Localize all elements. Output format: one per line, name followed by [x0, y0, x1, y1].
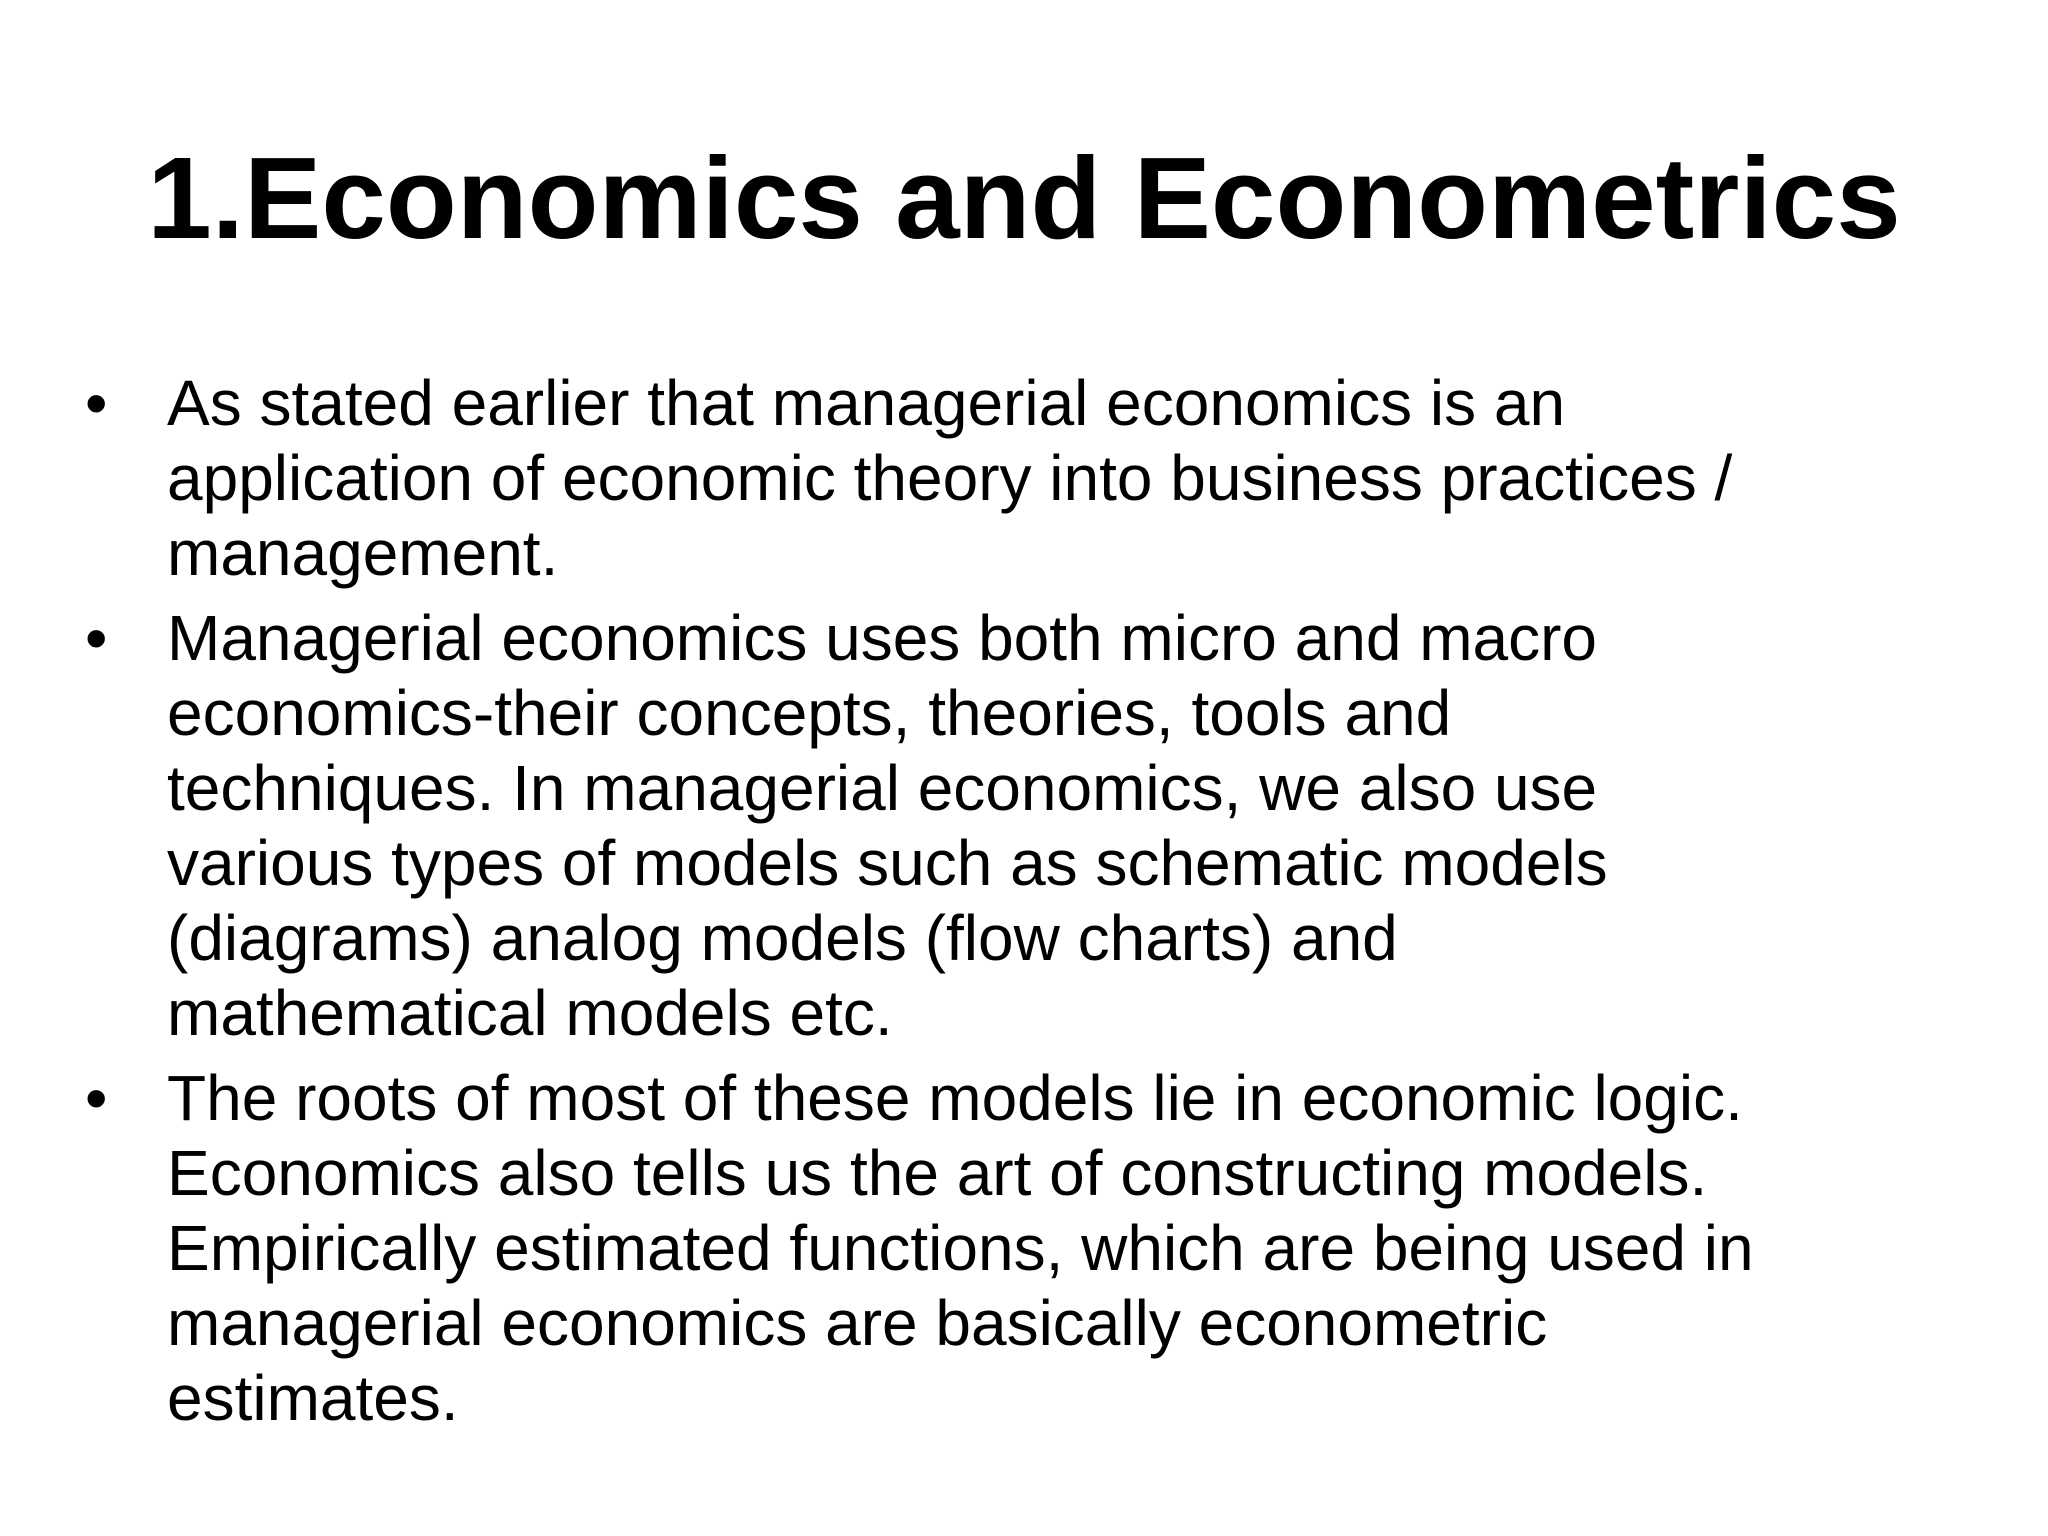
- bullet-item: [85, 366, 2005, 591]
- bullet-text: The roots of most of these models lie in economic logic. Economics also tells us the art of constructing models. Empirically estimated functions, which are being used in managerial economics are basically econometric estimates.: [167, 1062, 1754, 1434]
- bullet-item: [85, 1061, 2005, 1436]
- bullet-item: [85, 601, 2005, 1051]
- bullet-icon: •: [85, 602, 108, 674]
- bullet-text: Managerial economics uses both micro and macro economics-their concepts, theories, tools and techniques. In managerial economics, we also use various types of models such as schematic models (diagrams) analog models (flow charts) and mathematical models etc.: [167, 602, 1608, 1049]
- bullet-text: As stated earlier that managerial economics is an application of economic theory into business practices / management.: [167, 367, 1733, 589]
- slide-title: 1.Economics and Econometrics: [147, 133, 1901, 263]
- bullet-icon: •: [85, 367, 108, 439]
- bullet-list: [85, 366, 2005, 1436]
- bullet-icon: •: [85, 1062, 108, 1134]
